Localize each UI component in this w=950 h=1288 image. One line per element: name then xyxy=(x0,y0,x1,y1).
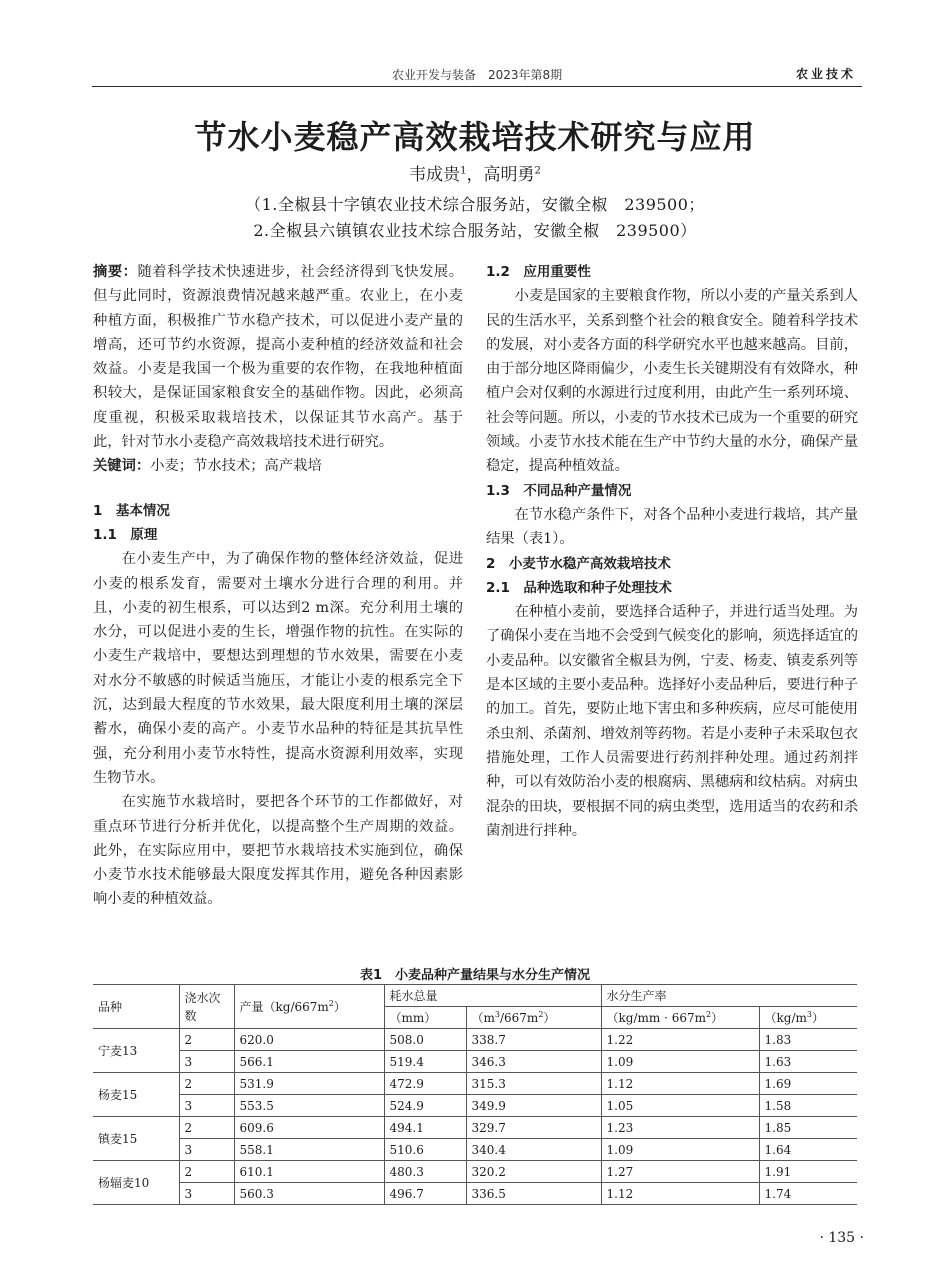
subsection-1-2-heading: 1.2 应用重要性 xyxy=(486,264,591,280)
cell-yield: 610.1 xyxy=(234,1161,384,1183)
cell-m3: 346.3 xyxy=(466,1051,601,1073)
cell-yield: 566.1 xyxy=(234,1051,384,1073)
cell-wue2: 1.91 xyxy=(759,1161,857,1183)
paragraph: 在小麦生产中，为了确保作物的整体经济效益，促进小麦的根系发育，需要对土壤水分进行合理的利用。并且，小麦的初生根系，可以达到2 m深。充分利用土壤的水分，可以促进小麦的生长，增强作物的抗性。在实际的小麦生产栽培中，要想达到理想的节水效果，需要在小麦对水分不敏感的时候适当施压，才能让小麦的根系完全下沉，达到最大程度的节水效果，最大限度利用土壤的深层蓄水，确保小麦的高产。小麦节水品种的特征是其抗旱性强，充分利用小麦节水特性，提高水资源利用效率，实现生物节水。 xyxy=(93,551,463,786)
abstract-text: 随着科学技术快速进步，社会经济得到飞快发展。但与此同时，资源浪费情况越来越严重。农业上，在小麦种植方面，积极推广节水稳产技术，可以促进小麦产量的增高，还可节约水资源，提高小麦种植的经济效益和社会效益。小麦是我国一个极为重要的农作物，在我地种植面积较大，是保证国家粮食安全的基础作物。因此，必须高度重视，积极采取栽培技术，以保证其节水高产。基于此，针对节水小麦稳产高效栽培技术进行研究。 xyxy=(93,264,464,451)
author-2: 高明勇 xyxy=(483,165,535,185)
subsection-1-3-heading: 1.3 不同品种产量情况 xyxy=(486,482,632,499)
page-number: · 135 · xyxy=(819,1230,864,1246)
cell-m3: 340.4 xyxy=(466,1139,601,1161)
cell-mm: 508.0 xyxy=(384,1029,466,1051)
cell-wue2: 1.83 xyxy=(759,1029,857,1051)
table-row xyxy=(93,1095,857,1117)
article-title: 节水小麦稳产高效栽培技术研究与应用 xyxy=(194,118,756,156)
cell-wue1: 1.09 xyxy=(601,1051,759,1073)
cell-m3: 329.7 xyxy=(466,1117,601,1139)
header-water-productivity: 水分生产率 xyxy=(601,985,857,1007)
header-yield: 产量$(kg/667m^2)$ xyxy=(234,985,384,1029)
cell-wue2: 1.74 xyxy=(759,1183,857,1205)
header-variety: 品种 xyxy=(93,985,179,1029)
variety-cell: 杨辐麦10 xyxy=(93,1161,179,1205)
cell-mm: 494.1 xyxy=(384,1117,466,1139)
cell-wue1: 1.22 xyxy=(601,1029,759,1051)
cell-irrig: 2 xyxy=(179,1161,234,1183)
section-label: 农业技术 xyxy=(795,67,856,81)
author-2-mark: 2 xyxy=(534,165,541,177)
cell-irrig: 3 xyxy=(179,1183,234,1205)
table-row xyxy=(93,1051,857,1073)
cell-yield: 558.1 xyxy=(234,1139,384,1161)
table-row xyxy=(93,1117,857,1139)
variety-cell: 杨麦15 xyxy=(93,1073,179,1117)
cell-wue2: 1.58 xyxy=(759,1095,857,1117)
cell-mm: 524.9 xyxy=(384,1095,466,1117)
running-header xyxy=(92,62,862,87)
yield-table xyxy=(93,984,857,1205)
author-1: 韦成贵 xyxy=(409,165,461,185)
cell-mm: 519.4 xyxy=(384,1051,466,1073)
cell-wue1: 1.12 xyxy=(601,1073,759,1095)
subsection-2-1-heading: 2.1 品种选取和种子处理技术 xyxy=(486,579,672,596)
affiliation-2: 2.全椒县六镇镇农业技术综合服务站，安徽全椒 239500） xyxy=(253,221,697,240)
table-row xyxy=(93,1161,857,1183)
table-row xyxy=(93,1073,857,1095)
journal-info: 农业开发与装备 2023年第8期 xyxy=(392,68,563,82)
cell-wue2: 1.63 xyxy=(759,1051,857,1073)
abstract-label: 摘要： xyxy=(93,264,138,280)
left-column xyxy=(93,260,463,912)
cell-yield: 620.0 xyxy=(234,1029,384,1051)
cell-irrig: 2 xyxy=(179,1029,234,1051)
cell-m3: 349.9 xyxy=(466,1095,601,1117)
variety-cell: 镇麦15 xyxy=(93,1117,179,1161)
right-column xyxy=(486,260,858,843)
cell-wue1: 1.23 xyxy=(601,1117,759,1139)
table-row xyxy=(93,1139,857,1161)
paragraph: 在节水稳产条件下，对各个品种小麦进行栽培，其产量结果（表1）。 xyxy=(486,506,858,548)
keywords-label: 关键词： xyxy=(93,458,151,475)
cell-wue1: 1.05 xyxy=(601,1095,759,1117)
cell-irrig: 2 xyxy=(179,1073,234,1095)
cell-m3: 315.3 xyxy=(466,1073,601,1095)
variety-cell: 宁麦13 xyxy=(93,1029,179,1073)
author-separator: ， xyxy=(466,165,484,185)
unit-m3: $(m^3/667m^2)$ xyxy=(466,1007,601,1029)
header-water-total: 耗水总量 xyxy=(384,985,601,1007)
section-2-heading: 2 小麦节水稳产高效栽培技术 xyxy=(486,555,671,572)
subsection-1-1-heading: 1.1 原理 xyxy=(93,526,158,543)
cell-wue1: 1.12 xyxy=(601,1183,759,1205)
table-row xyxy=(93,1183,857,1205)
cell-m3: 336.5 xyxy=(466,1183,601,1205)
table-row xyxy=(93,1029,857,1051)
unit-kg-m3: $(kg/m^3)$ xyxy=(759,1007,857,1029)
cell-irrig: 2 xyxy=(179,1117,234,1139)
author-line xyxy=(0,160,950,185)
paragraph: 在实施节水栽培时，要把各个环节的工作都做好，对重点环节进行分析并优化，以提高整个生产周期的效益。此外，在实际应用中，要把节水栽培技术实施到位，确保小麦节水技术能够最大限度发挥其作用，避免各种因素影响小麦的种植效益。 xyxy=(93,794,463,908)
cell-m3: 338.7 xyxy=(466,1029,601,1051)
cell-wue1: 1.27 xyxy=(601,1161,759,1183)
cell-wue2: 1.64 xyxy=(759,1139,857,1161)
cell-yield: 609.6 xyxy=(234,1117,384,1139)
cell-yield: 553.5 xyxy=(234,1095,384,1117)
cell-irrig: 3 xyxy=(179,1051,234,1073)
cell-mm: 480.3 xyxy=(384,1161,466,1183)
header-irrigation: 浇水次数 xyxy=(179,985,234,1029)
abstract xyxy=(93,260,463,454)
cell-irrig: 3 xyxy=(179,1095,234,1117)
section-1-heading: 1 基本情况 xyxy=(93,502,170,519)
table-caption: 表1 小麦品种产量结果与水分生产情况 xyxy=(359,968,591,983)
cell-mm: 510.6 xyxy=(384,1139,466,1161)
keywords xyxy=(93,454,463,478)
paragraph: 小麦是国家的主要粮食作物，所以小麦的产量关系到人民的生活水平，关系到整个社会的粮食安全。随着科学技术的发展，对小麦各方面的科学研究水平也越来越高。目前，由于部分地区降雨偏少，小麦生长关键期没有有效降水，种植户会对仅剩的水源进行过度利用，由此产生一系列环境、社会等问题。所以，小麦的节水技术已成为一个重要的研究领域。小麦节水技术能在生产中节约大量的水分，确保产量稳定，提高种植效益。 xyxy=(486,288,858,475)
cell-irrig: 3 xyxy=(179,1139,234,1161)
cell-wue1: 1.09 xyxy=(601,1139,759,1161)
paragraph: 在种植小麦前，要选择合适种子，并进行适当处理。为了确保小麦在当地不会受到气候变化的影响，须选择适宜的小麦品种。以安徽省全椒县为例，宁麦、杨麦、镇麦系列等是本区域的主要小麦品种。选择好小麦品种后，要进行种子的加工。首先，要防止地下害虫和多种疾病，应尽可能使用杀虫剂、杀菌剂、增效剂等药物。若是小麦种子未采取包衣措施处理，工作人员需要进行药剂拌种处理。通过药剂拌种，可以有效防治小麦的根腐病、黑穗病和纹枯病。对病虫混杂的田块，要根据不同的病虫类型，选用适当的农药和杀菌剂进行拌种。 xyxy=(486,604,858,839)
keywords-text: 小麦；节水技术；高产栽培 xyxy=(150,458,322,475)
cell-yield: 531.9 xyxy=(234,1073,384,1095)
cell-yield: 560.3 xyxy=(234,1183,384,1205)
cell-m3: 320.2 xyxy=(466,1161,601,1183)
cell-mm: 496.7 xyxy=(384,1183,466,1205)
cell-wue2: 1.69 xyxy=(759,1073,857,1095)
cell-wue2: 1.85 xyxy=(759,1117,857,1139)
unit-kg-mm: $(kg/mm \cdot 667m^2)$ xyxy=(601,1007,759,1029)
affiliation-1: （1.全椒县十字镇农业技术综合服务站，安徽全椒 239500； xyxy=(245,195,705,214)
unit-mm: （mm） xyxy=(384,1007,466,1029)
cell-mm: 472.9 xyxy=(384,1073,466,1095)
author-1-mark: 1 xyxy=(460,165,467,177)
